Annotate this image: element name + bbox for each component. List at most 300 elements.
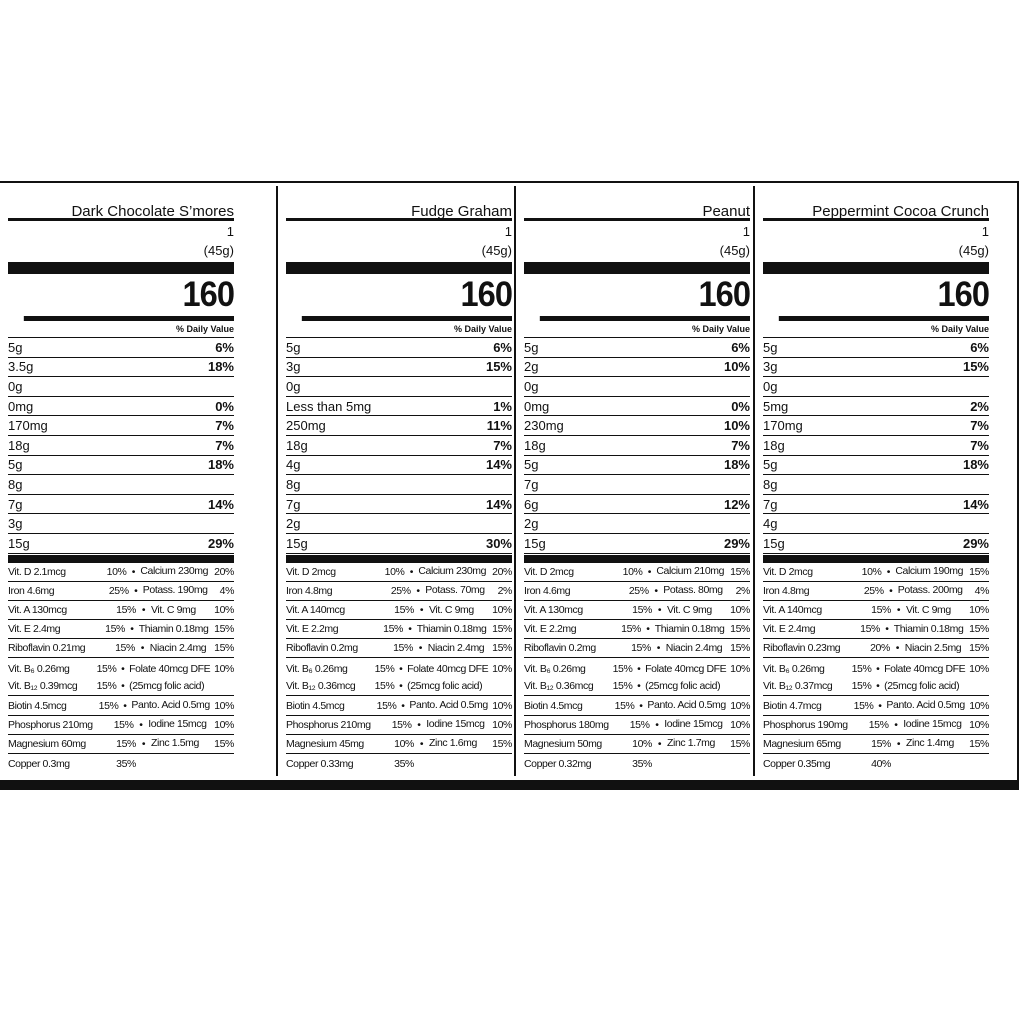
nutrient-row [286,397,512,417]
bullet-icon: • [639,699,643,712]
bullet-icon: • [123,699,127,712]
bullet-icon: • [121,680,125,693]
bullet-icon: • [401,699,405,712]
nutrient-row [8,456,234,476]
micronutrient-percent: 15% [614,699,635,712]
nutrient-amount: 18g [763,437,785,453]
micronutrient-percent: 15% [116,604,136,616]
micronutrient-name: Potass. 70mg [425,584,485,597]
nutrient-row [8,358,234,378]
micronutrient-percent: 25% [108,584,129,597]
nutrient-daily-value: 18% [207,457,234,473]
micronutrient-percent: 15% [871,604,891,616]
micronutrient-row [286,582,512,601]
nutrient-amount: 0mg [524,398,550,414]
nutrient-amount: 5g [8,339,23,355]
bullet-icon: • [657,737,662,750]
micronutrient-percent: 15% [730,737,750,750]
micronutrient-percent: 25% [628,584,649,597]
nutrient-amount: 7g [763,496,778,512]
nutrient-row [763,456,989,476]
nutrient-daily-value: 7% [215,437,234,453]
nutrient-daily-value: 15% [485,359,512,375]
micronutrient-percent: 4% [974,584,990,597]
micronutrient-percent: 10% [492,604,512,616]
micronutrient-percent: 15% [98,699,119,712]
micronutrient-percent: 10% [969,604,989,616]
nutrient-amount: 15g [286,535,308,551]
nutrient-row [286,377,512,397]
micronutrient-row [763,582,989,601]
nutrient-amount: 3g [286,359,301,375]
daily-value-header: % Daily Value [286,321,512,338]
micronutrient-percent: 10% [214,699,235,712]
bullet-icon: • [399,663,403,676]
nutrient-row [524,475,750,495]
nutrient-row [286,475,512,495]
bullet-icon: • [140,642,144,655]
daily-value-header: % Daily Value [8,321,234,338]
nutrient-row [524,416,750,436]
bullet-icon: • [657,604,662,616]
micronutrient-row [286,716,512,735]
micronutrient-percent: 15% [871,737,891,750]
micronutrient-name: Zinc 1.7mg [667,737,715,750]
nutrient-amount: 8g [763,476,778,492]
micronutrient-row [8,658,234,696]
nutrient-row [286,534,512,554]
micronutrient-percent: 15% [374,680,395,693]
micronutrient-row [524,735,750,754]
micronutrient-percent: 20% [492,565,512,578]
micronutrient-percent: 15% [853,699,874,712]
nutrient-amount: 8g [8,476,23,492]
nutrient-row [8,416,234,436]
nutrient-daily-value: 30% [485,535,512,551]
servings-count: 1 [981,224,989,239]
micronutrient-name: Panto. Acid 0.5mg [131,699,210,712]
micronutrient-name: Copper 0.32mg [524,757,592,770]
nutrient-amount: 0mg [8,398,34,414]
nutrient-row [8,397,234,417]
nutrient-amount: 3.5g [8,359,34,375]
micronutrient-percent: 20% [870,642,890,655]
nutrient-daily-value: 6% [215,339,234,355]
nutrient-row [763,397,989,417]
micronutrient-percent: 15% [969,565,989,578]
nutrient-amount: 15g [763,535,785,551]
micronutrient-row [524,639,750,658]
micronutrient-percent: 10% [632,737,652,750]
micronutrient-name: Iron 4.6mg [8,584,55,597]
product-column [518,183,756,776]
micronutrient-name: Vit. D 2mcg [524,565,574,578]
micronutrient-percent: 15% [851,663,872,676]
micronutrient-row [286,620,512,639]
micronutrient-note: (25mcg folic acid) [645,680,721,693]
bullet-icon: • [655,718,659,731]
thick-rule [8,555,234,563]
micronutrient-percent: 10% [730,663,750,676]
micronutrient-name: Niacin 2.4mg [665,641,723,654]
nutrient-row [524,338,750,358]
nutrient-daily-value: 29% [723,535,750,551]
serving-size: (45g) [719,243,750,258]
nutrient-amount: 5g [763,457,778,473]
micronutrient-name: Copper 0.3mg [8,757,70,770]
nutrient-row [763,358,989,378]
micronutrient-name: Biotin 4.7mcg [763,699,822,712]
nutrient-daily-value: 29% [962,535,989,551]
nutrient-daily-value: 10% [723,359,750,375]
micronutrient-percent: 10% [214,663,234,676]
nutrient-daily-value: 7% [215,418,234,434]
nutrient-daily-value: 6% [970,339,989,355]
micronutrient-name: Phosphorus 190mg [763,718,848,731]
micronutrient-name: Panto. Acid 0.5mg [409,699,488,712]
micronutrient-name: Copper 0.33mg [286,757,354,770]
micronutrient-percent: 10% [730,604,750,616]
micronutrient-row [524,563,750,582]
nutrient-amount: 2g [286,516,301,532]
micronutrient-percent: 15% [214,642,234,655]
micronutrient-percent: 10% [730,718,750,731]
nutrient-amount: 3g [8,516,23,532]
micronutrient-row [524,658,750,696]
nutrient-row [524,456,750,476]
bullet-icon: • [418,642,422,655]
micronutrient-percent: 15% [214,737,234,750]
micronutrient-percent: 10% [384,565,405,578]
micronutrient-name: Vit. B₆ 0.26mg [286,663,348,676]
nutrient-row [286,514,512,534]
thick-rule [286,555,512,563]
micronutrient-percent: 2% [497,584,512,597]
nutrient-amount: 170mg [763,418,803,434]
nutrient-row [286,338,512,358]
micronutrient-row [8,735,234,754]
micronutrient-row [763,754,989,773]
micronutrient-row [286,563,512,582]
micronutrient-name: Vit. B₁₂ 0.36mcg [524,680,594,693]
nutrient-amount: 7g [8,496,23,512]
micronutrient-percent: 4% [219,584,235,597]
nutrient-daily-value: 10% [723,418,750,434]
micronutrient-percent: 15% [860,623,880,636]
nutrient-row [524,397,750,417]
micronutrient-row [8,601,234,620]
nutrient-daily-value: 7% [970,437,989,453]
micronutrient-percent: 15% [394,604,414,616]
nutrient-row [286,416,512,436]
micronutrient-percent: 10% [492,699,513,712]
calories: 160 [302,274,512,321]
micronutrient-name: Vit. A 140mcg [286,604,345,616]
nutrient-row [8,495,234,515]
nutrient-amount: 250mg [286,418,326,434]
micronutrient-row [524,620,750,639]
nutrient-row [524,495,750,515]
bullet-icon: • [141,737,146,750]
product-column [280,183,518,776]
thick-rule [286,262,512,274]
nutrient-row [8,338,234,358]
nutrient-amount: 18g [524,437,546,453]
servings-count: 1 [226,224,234,239]
bullet-icon: • [130,623,134,636]
micronutrient-name: Riboflavin 0.21mg [8,642,86,655]
thick-rule [524,555,750,563]
thick-rule [8,262,234,274]
nutrient-row [286,358,512,378]
micronutrient-percent: 15% [969,623,989,636]
bullet-icon: • [134,584,138,597]
nutrient-daily-value: 7% [493,437,512,453]
nutrient-daily-value: 1% [493,398,512,414]
servings-count: 1 [742,224,750,239]
daily-value-header: % Daily Value [524,321,750,338]
nutrient-amount: 4g [286,457,301,473]
nutrient-daily-value: 6% [731,339,750,355]
bullet-icon: • [409,565,414,578]
bullet-icon: • [131,565,136,578]
nutrient-daily-value: 29% [207,535,234,551]
bullet-icon: • [895,642,899,655]
micronutrient-row [8,639,234,658]
nutrient-amount: 15g [8,535,30,551]
nutrient-amount: 18g [286,437,308,453]
micronutrient-percent: 15% [969,642,989,655]
micronutrient-percent: 10% [106,565,127,578]
micronutrient-name: Vit. C 9mg [151,603,196,616]
micronutrient-name: Copper 0.35mg [763,757,831,770]
nutrient-row [763,436,989,456]
nutrient-daily-value: 15% [962,359,989,375]
micronutrient-name: Vit. A 130mcg [8,604,67,616]
micronutrient-name: Vit. B₁₂ 0.36mcg [286,680,356,693]
micronutrient-name: Riboflavin 0.2mg [286,642,358,655]
nutrient-amount: 5g [286,339,301,355]
micronutrient-note: (25mcg folic acid) [407,680,483,693]
micronutrient-percent: 15% [96,680,117,693]
nutrient-amount: 0g [8,378,23,394]
nutrient-amount: 8g [286,476,301,492]
micronutrient-name: Calcium 230mg [140,565,209,578]
bullet-icon: • [416,584,420,597]
bullet-icon: • [885,623,889,636]
bullet-icon: • [121,663,125,676]
micronutrient-name: Phosphorus 180mg [524,718,609,731]
nutrient-amount: 3g [763,359,778,375]
product-column [2,183,240,776]
micronutrient-row [8,716,234,735]
bullet-icon: • [896,604,901,616]
micronutrient-name: Vit. B₁₂ 0.37mcg [763,680,833,693]
nutrient-daily-value: 0% [731,398,750,414]
bullet-icon: • [886,565,891,578]
calories: 160 [779,274,989,321]
nutrient-amount: 5g [763,339,778,355]
bullet-icon: • [656,642,660,655]
nutrient-daily-value: 0% [215,398,234,414]
micronutrient-row [524,582,750,601]
micronutrient-name: Panto. Acid 0.5mg [886,699,965,712]
micronutrient-percent: 15% [116,737,136,750]
bullet-icon: • [637,663,641,676]
nutrient-row [524,358,750,378]
nutrient-daily-value: 7% [731,437,750,453]
micronutrient-name: Folate 40mcg DFE [645,663,727,676]
bullet-icon: • [876,663,880,676]
micronutrient-name: Phosphorus 210mg [8,718,93,731]
micronutrient-name: Calcium 230mg [418,565,487,578]
micronutrient-percent: 15% [492,642,512,655]
nutrient-row [763,377,989,397]
micronutrient-name: Vit. E 2.2mg [286,623,339,636]
micronutrient-note: (25mcg folic acid) [884,680,960,693]
micronutrient-row [286,601,512,620]
micronutrient-name: Vit. D 2.1mcg [8,565,66,578]
micronutrient-name: Niacin 2.4mg [149,641,207,654]
micronutrient-name: Folate 40mcg DFE [884,663,966,676]
nutrient-amount: 18g [8,437,30,453]
micronutrient-name: Calcium 190mg [895,565,964,578]
micronutrient-name: Iron 4.8mg [763,584,810,597]
micronutrient-name: Magnesium 50mg [524,737,602,750]
micronutrient-name: Thiamin 0.18mg [416,622,487,635]
nutrient-row [286,495,512,515]
thick-rule [763,555,989,563]
nutrient-daily-value: 18% [962,457,989,473]
micronutrient-name: Vit. B₁₂ 0.39mcg [8,680,78,693]
micronutrient-percent: 15% [391,718,412,731]
micronutrient-row [286,735,512,754]
micronutrient-name: Niacin 2.4mg [427,641,485,654]
micronutrient-percent: 25% [390,584,411,597]
micronutrient-name: Zinc 1.4mg [906,737,954,750]
bullet-icon: • [654,584,658,597]
nutrient-row [8,475,234,495]
nutrient-amount: 5g [524,457,539,473]
micronutrient-percent: 15% [492,623,512,636]
bullet-icon: • [647,565,652,578]
nutrient-amount: Less than 5mg [286,398,372,414]
micronutrient-name: Vit. B₆ 0.26mg [524,663,586,676]
serving-size: (45g) [481,243,512,258]
nutrient-daily-value: 14% [207,496,234,512]
micronutrient-name: Biotin 4.5mcg [8,699,67,712]
micronutrient-percent: 15% [492,737,512,750]
micronutrient-percent: 10% [861,565,882,578]
micronutrient-name: Riboflavin 0.2mg [524,642,596,655]
micronutrient-percent: 35% [632,757,652,770]
micronutrient-name: Phosphorus 210mg [286,718,371,731]
micronutrient-name: Riboflavin 0.23mg [763,642,841,655]
micronutrient-percent: 20% [214,565,234,578]
micronutrient-percent: 10% [492,718,512,731]
micronutrient-row [8,582,234,601]
bullet-icon: • [646,623,650,636]
micronutrient-name: Iodine 15mcg [664,718,723,731]
nutrient-amount: 5mg [763,398,789,414]
micronutrient-name: Thiamin 0.18mg [138,622,209,635]
bullet-icon: • [878,699,882,712]
micronutrient-percent: 15% [730,565,750,578]
nutrient-row [763,495,989,515]
micronutrient-percent: 10% [730,699,751,712]
nutrient-amount: 2g [524,359,539,375]
bullet-icon: • [419,737,424,750]
nutrient-row [763,514,989,534]
micronutrient-name: Vit. B₆ 0.26mg [8,663,70,676]
micronutrient-percent: 15% [214,623,234,636]
bullet-icon: • [139,718,143,731]
micronutrient-percent: 15% [383,623,403,636]
micronutrient-percent: 15% [969,737,989,750]
bullet-icon: • [417,718,421,731]
micronutrient-percent: 40% [871,757,891,770]
nutrient-amount: 0g [524,378,539,394]
nutrient-daily-value: 14% [485,496,512,512]
bullet-icon: • [889,584,893,597]
micronutrient-name: Vit. E 2.2mg [524,623,577,636]
nutrient-daily-value: 6% [493,339,512,355]
micronutrient-percent: 15% [851,680,872,693]
micronutrient-percent: 15% [730,623,750,636]
micronutrient-name: Iodine 15mcg [903,718,962,731]
bullet-icon: • [141,604,146,616]
micronutrient-name: Biotin 4.5mcg [524,699,583,712]
micronutrient-name: Niacin 2.5mg [904,641,962,654]
micronutrient-percent: 10% [492,663,512,676]
micronutrient-percent: 10% [969,663,989,676]
micronutrient-name: Vit. A 140mcg [763,604,822,616]
micronutrient-percent: 25% [863,584,884,597]
micronutrient-row [286,696,512,715]
nutrient-amount: 4g [763,516,778,532]
micronutrient-row [8,620,234,639]
bullet-icon: • [894,718,898,731]
micronutrient-name: Vit. E 2.4mg [763,623,816,636]
nutrient-amount: 170mg [8,418,48,434]
micronutrient-name: Panto. Acid 0.5mg [647,699,726,712]
micronutrient-percent: 2% [735,584,750,597]
micronutrient-percent: 15% [115,642,135,655]
nutrient-daily-value: 11% [486,418,512,434]
micronutrient-name: Biotin 4.5mcg [286,699,345,712]
bullet-icon: • [876,680,880,693]
nutrient-amount: 7g [524,476,539,492]
micronutrient-name: Vit. D 2mcg [763,565,813,578]
nutrient-row [8,514,234,534]
micronutrient-note: (25mcg folic acid) [129,680,205,693]
micronutrient-percent: 10% [969,699,990,712]
micronutrient-row [763,639,989,658]
nutrient-row [763,534,989,554]
micronutrient-row [286,754,512,773]
calories: 160 [24,274,234,321]
micronutrient-row [524,696,750,715]
servings-count: 1 [504,224,512,239]
micronutrient-percent: 15% [621,623,641,636]
nutrient-amount: 6g [524,496,539,512]
micronutrient-percent: 15% [612,663,633,676]
micronutrient-percent: 10% [214,604,234,616]
bullet-icon: • [419,604,424,616]
nutrient-amount: 0g [763,378,778,394]
micronutrient-row [763,620,989,639]
micronutrient-name: Iodine 15mcg [148,718,207,731]
